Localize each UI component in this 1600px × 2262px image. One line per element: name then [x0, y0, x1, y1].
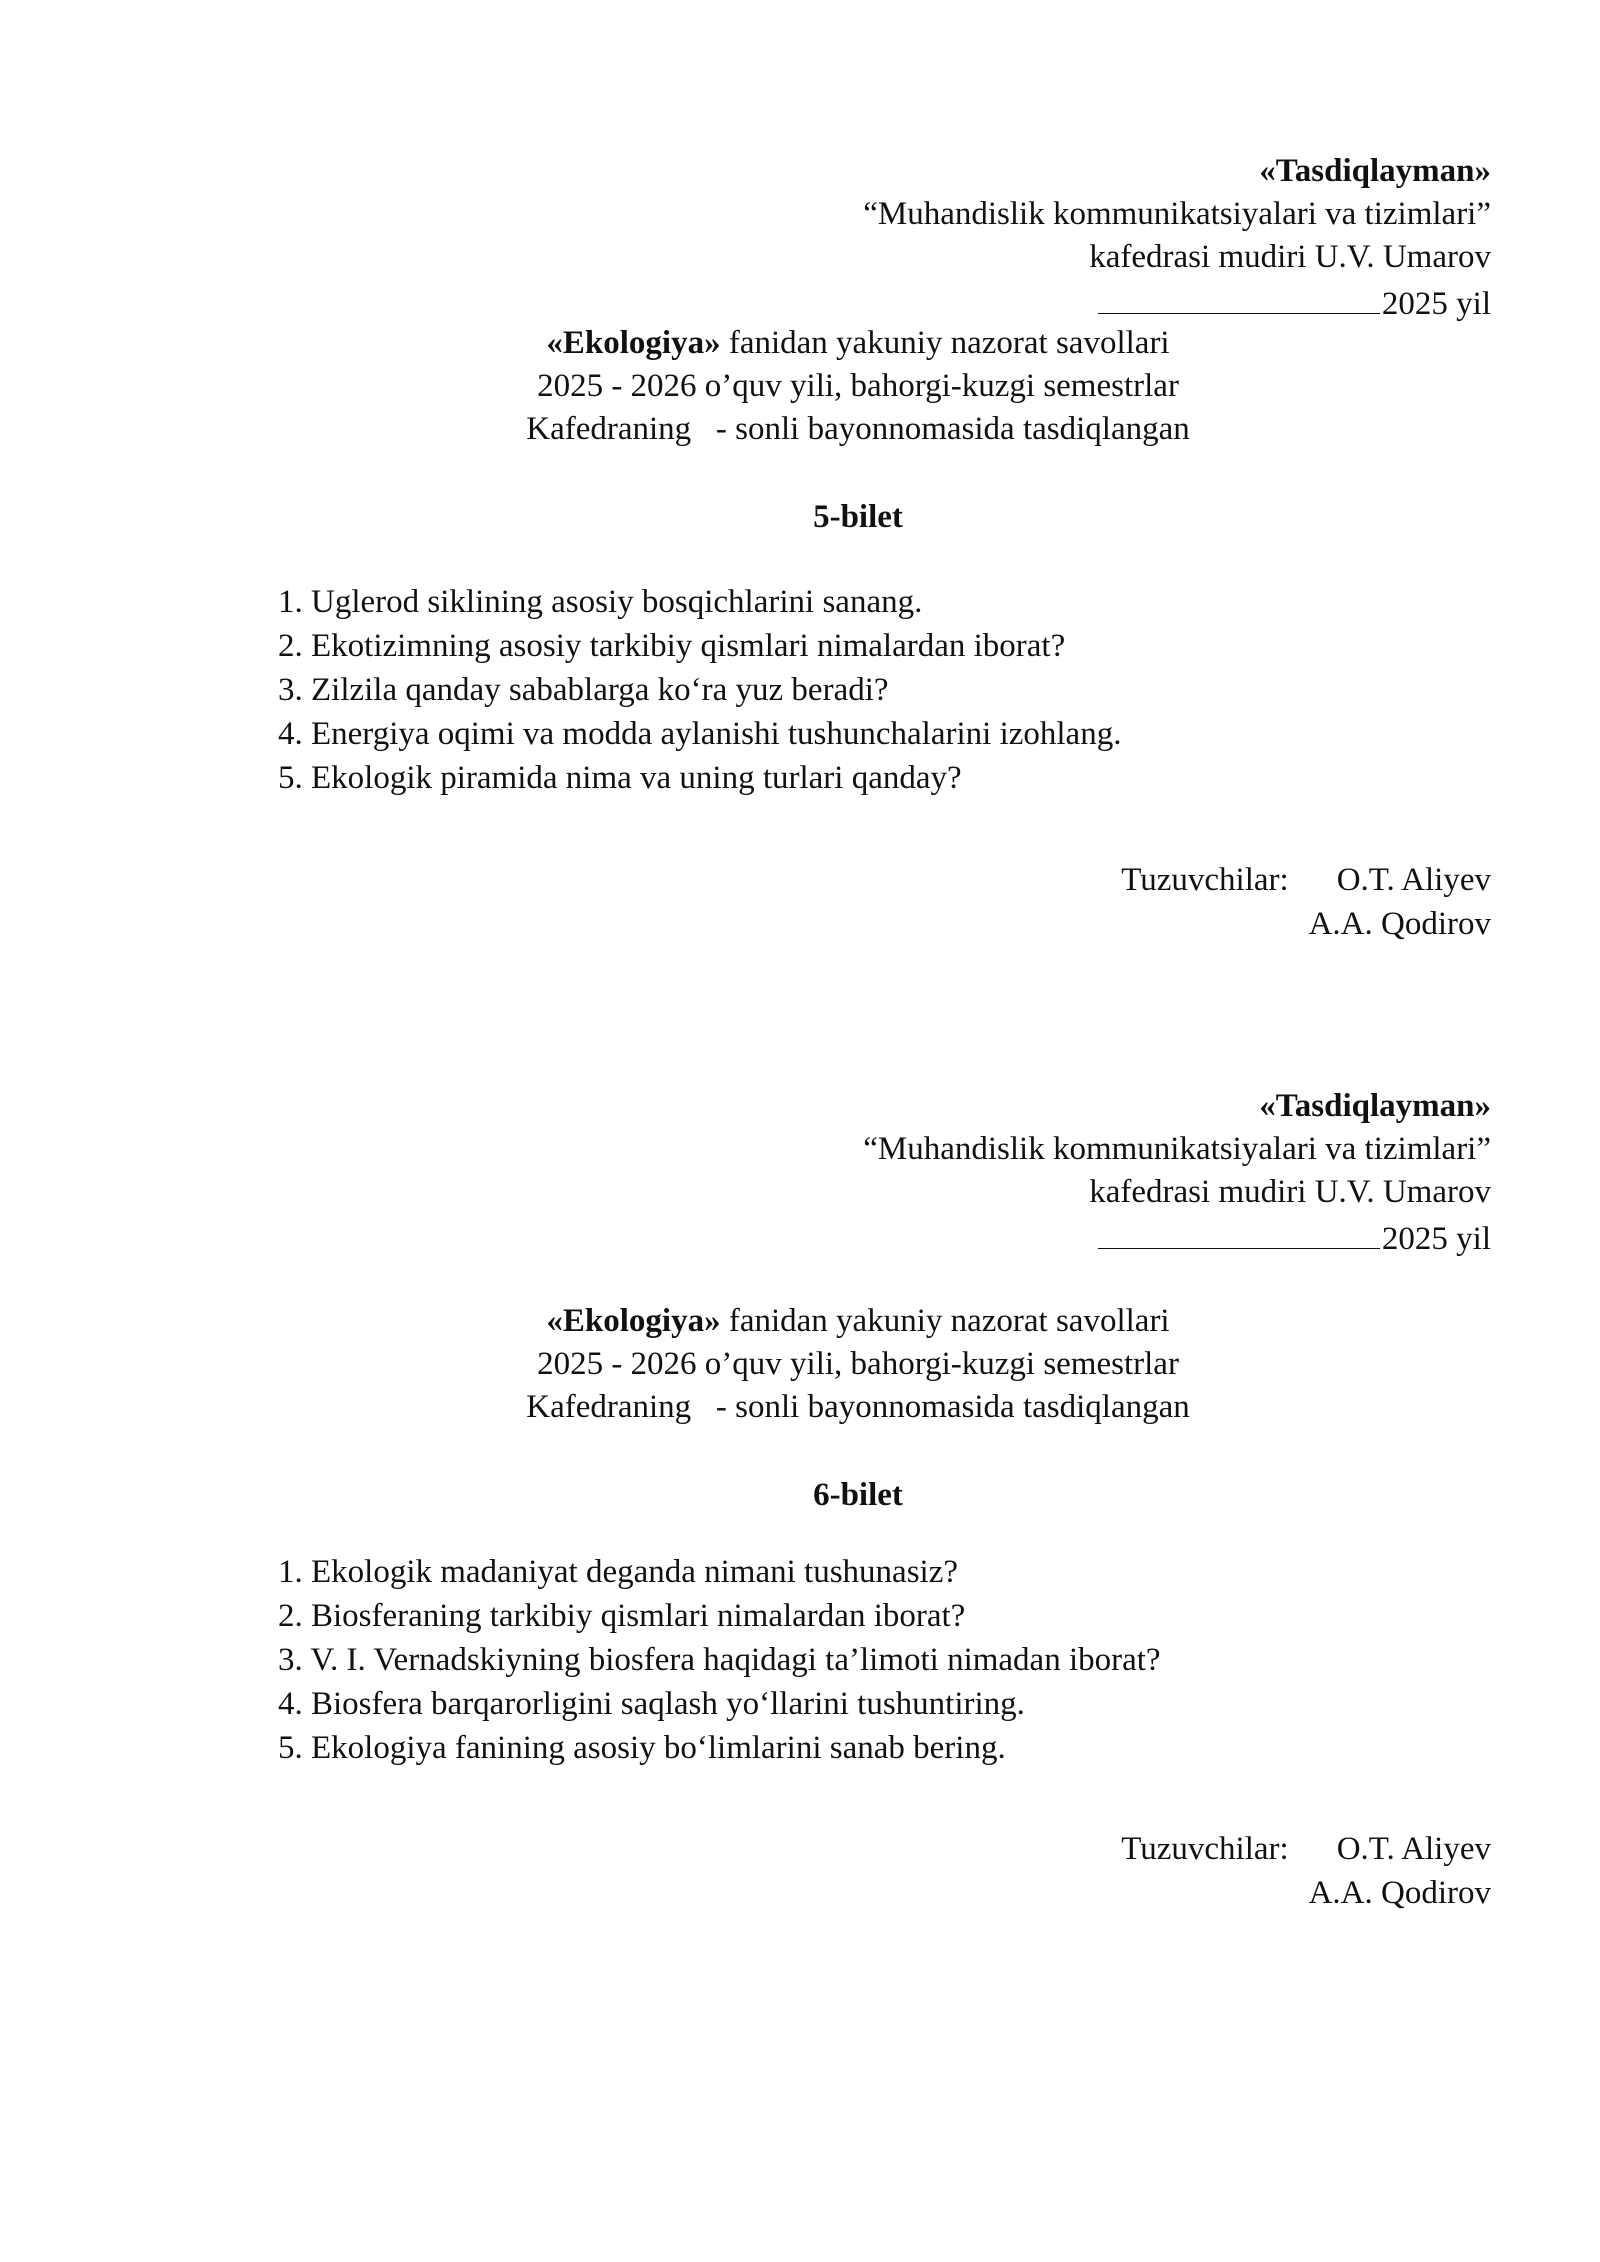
author-name: O.T. Aliyev: [1336, 1831, 1491, 1867]
protocol-line: Kafedraning - sonli bayonnomasida tasdiqlangan: [526, 411, 1190, 447]
subject-line: «Ekologiya» fanidan yakuniy nazorat savollari: [546, 325, 1170, 361]
authors-label: Tuzuvchilar:: [1121, 1831, 1289, 1867]
question-item: 3. V. I. Vernadskiyning biosfera haqidagi ta’limoti nimadan iborat?: [278, 1642, 1161, 1678]
ticket-title: 5-bilet: [813, 499, 903, 535]
question-item: 5. Ekologiya fanining asosiy bo‘limlarini sanab bering.: [278, 1730, 1006, 1766]
authors-block: [1121, 858, 1491, 946]
approval-heading: «Tasdiqlayman»: [1259, 1088, 1491, 1124]
exam-ticket-6: [0, 1085, 1600, 1985]
question-item: 1. Uglerod siklining asosiy bosqichlarini sanang.: [278, 584, 923, 620]
question-item: 1. Ekologik madaniyat deganda nimani tushunasiz?: [278, 1554, 958, 1590]
question-list: [278, 1550, 1161, 1770]
department-head: kafedrasi mudiri U.V. Umarov: [1089, 1174, 1491, 1210]
protocol-line: Kafedraning - sonli bayonnomasida tasdiqlangan: [526, 1389, 1190, 1425]
ticket-title: 6-bilet: [813, 1477, 903, 1513]
signature-date-line: 2025 yil: [1098, 1214, 1491, 1261]
signature-blank: [1098, 279, 1380, 314]
question-item: 4. Biosfera barqarorligini saqlash yo‘llarini tushuntiring.: [278, 1686, 1025, 1722]
author-name: O.T. Aliyev: [1336, 862, 1491, 898]
question-item: 2. Ekotizimning asosiy tarkibiy qismlari nimalardan iborat?: [278, 628, 1066, 664]
question-item: 4. Energiya oqimi va modda aylanishi tushunchalarini izohlang.: [278, 716, 1122, 752]
signature-blank: [1098, 1214, 1380, 1249]
approval-heading: «Tasdiqlayman»: [1259, 153, 1491, 189]
authors-label: Tuzuvchilar:: [1121, 862, 1289, 898]
question-item: 2. Biosferaning tarkibiy qismlari nimalardan iborat?: [278, 1598, 966, 1634]
signature-date-line: 2025 yil: [1098, 279, 1491, 326]
question-list: [278, 580, 1121, 800]
department-name: “Muhandislik kommunikatsiyalari va tizimlari”: [863, 196, 1491, 232]
exam-ticket-5: [0, 150, 1600, 1050]
author-name: A.A. Qodirov: [1308, 906, 1491, 942]
department-head: kafedrasi mudiri U.V. Umarov: [1089, 239, 1491, 275]
question-item: 3. Zilzila qanday sabablarga ko‘ra yuz beradi?: [278, 672, 889, 708]
academic-year: 2025 - 2026 o’quv yili, bahorgi-kuzgi semestrlar: [537, 368, 1179, 404]
question-item: 5. Ekologik piramida nima va uning turlari qanday?: [278, 760, 962, 796]
author-name: A.A. Qodirov: [1308, 1875, 1491, 1911]
subject-line: «Ekologiya» fanidan yakuniy nazorat savollari: [546, 1303, 1170, 1339]
authors-block: [1121, 1827, 1491, 1915]
department-name: “Muhandislik kommunikatsiyalari va tizimlari”: [863, 1131, 1491, 1167]
academic-year: 2025 - 2026 o’quv yili, bahorgi-kuzgi semestrlar: [537, 1346, 1179, 1382]
